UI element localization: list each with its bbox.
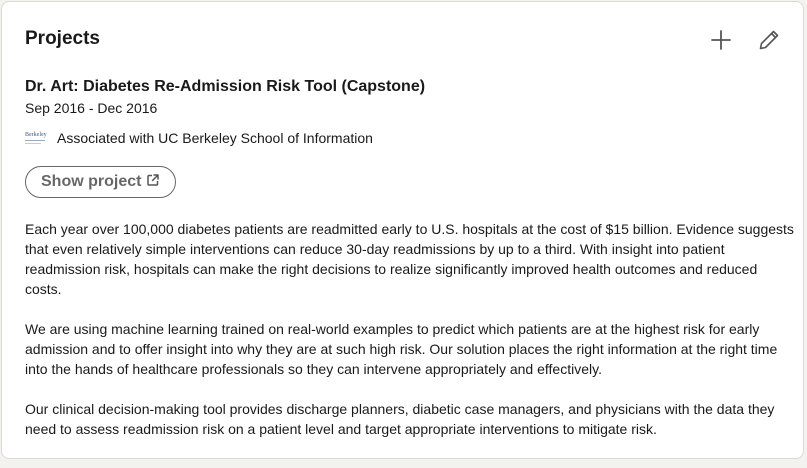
description-paragraph: Our clinical decision-making tool provides discharge planners, diabetic case managers, and physicians with the data they need to assess readmission risk on a patient level and target appropriate interventions to mitigate risk. bbox=[25, 401, 775, 437]
logo-text: Berkeley bbox=[25, 132, 47, 138]
show-project-button[interactable] bbox=[25, 166, 176, 198]
add-project-button[interactable] bbox=[703, 22, 739, 58]
project-title: Dr. Art: Diabetes Re-Admission Risk Tool (Capstone) bbox=[25, 78, 426, 95]
association-row[interactable] bbox=[25, 128, 373, 148]
berkeley-logo bbox=[25, 130, 47, 146]
pencil-icon bbox=[758, 29, 780, 51]
section-title: Projects bbox=[25, 28, 100, 49]
edit-projects-button[interactable] bbox=[751, 22, 787, 58]
project-dates: Sep 2016 - Dec 2016 bbox=[25, 100, 158, 116]
show-project-label: Show project bbox=[41, 173, 142, 190]
project-description bbox=[25, 219, 795, 459]
description-paragraph: We are using machine learning trained on real-world examples to predict which patients are at the highest risk for early admission and to offer insight into why they are at such high risk. Our solution places the right information at the right time into the hands of healthcare professionals so they can intervene appropriately and effectively. bbox=[25, 321, 778, 377]
association-text: Associated with UC Berkeley School of Information bbox=[57, 130, 373, 146]
plus-icon bbox=[710, 29, 732, 51]
projects-card bbox=[1, 1, 804, 459]
external-link-icon bbox=[146, 173, 160, 192]
description-paragraph: Each year over 100,000 diabetes patients are readmitted early to U.S. hospitals at the cost of $15 billion. Evidence suggests that even relatively simple interventions can reduce 30-day readmissions by up to a third. With insight into patient readmission risk, hospitals can make the right decisions to realize significantly improved health outcomes and reduced costs. bbox=[25, 221, 794, 297]
